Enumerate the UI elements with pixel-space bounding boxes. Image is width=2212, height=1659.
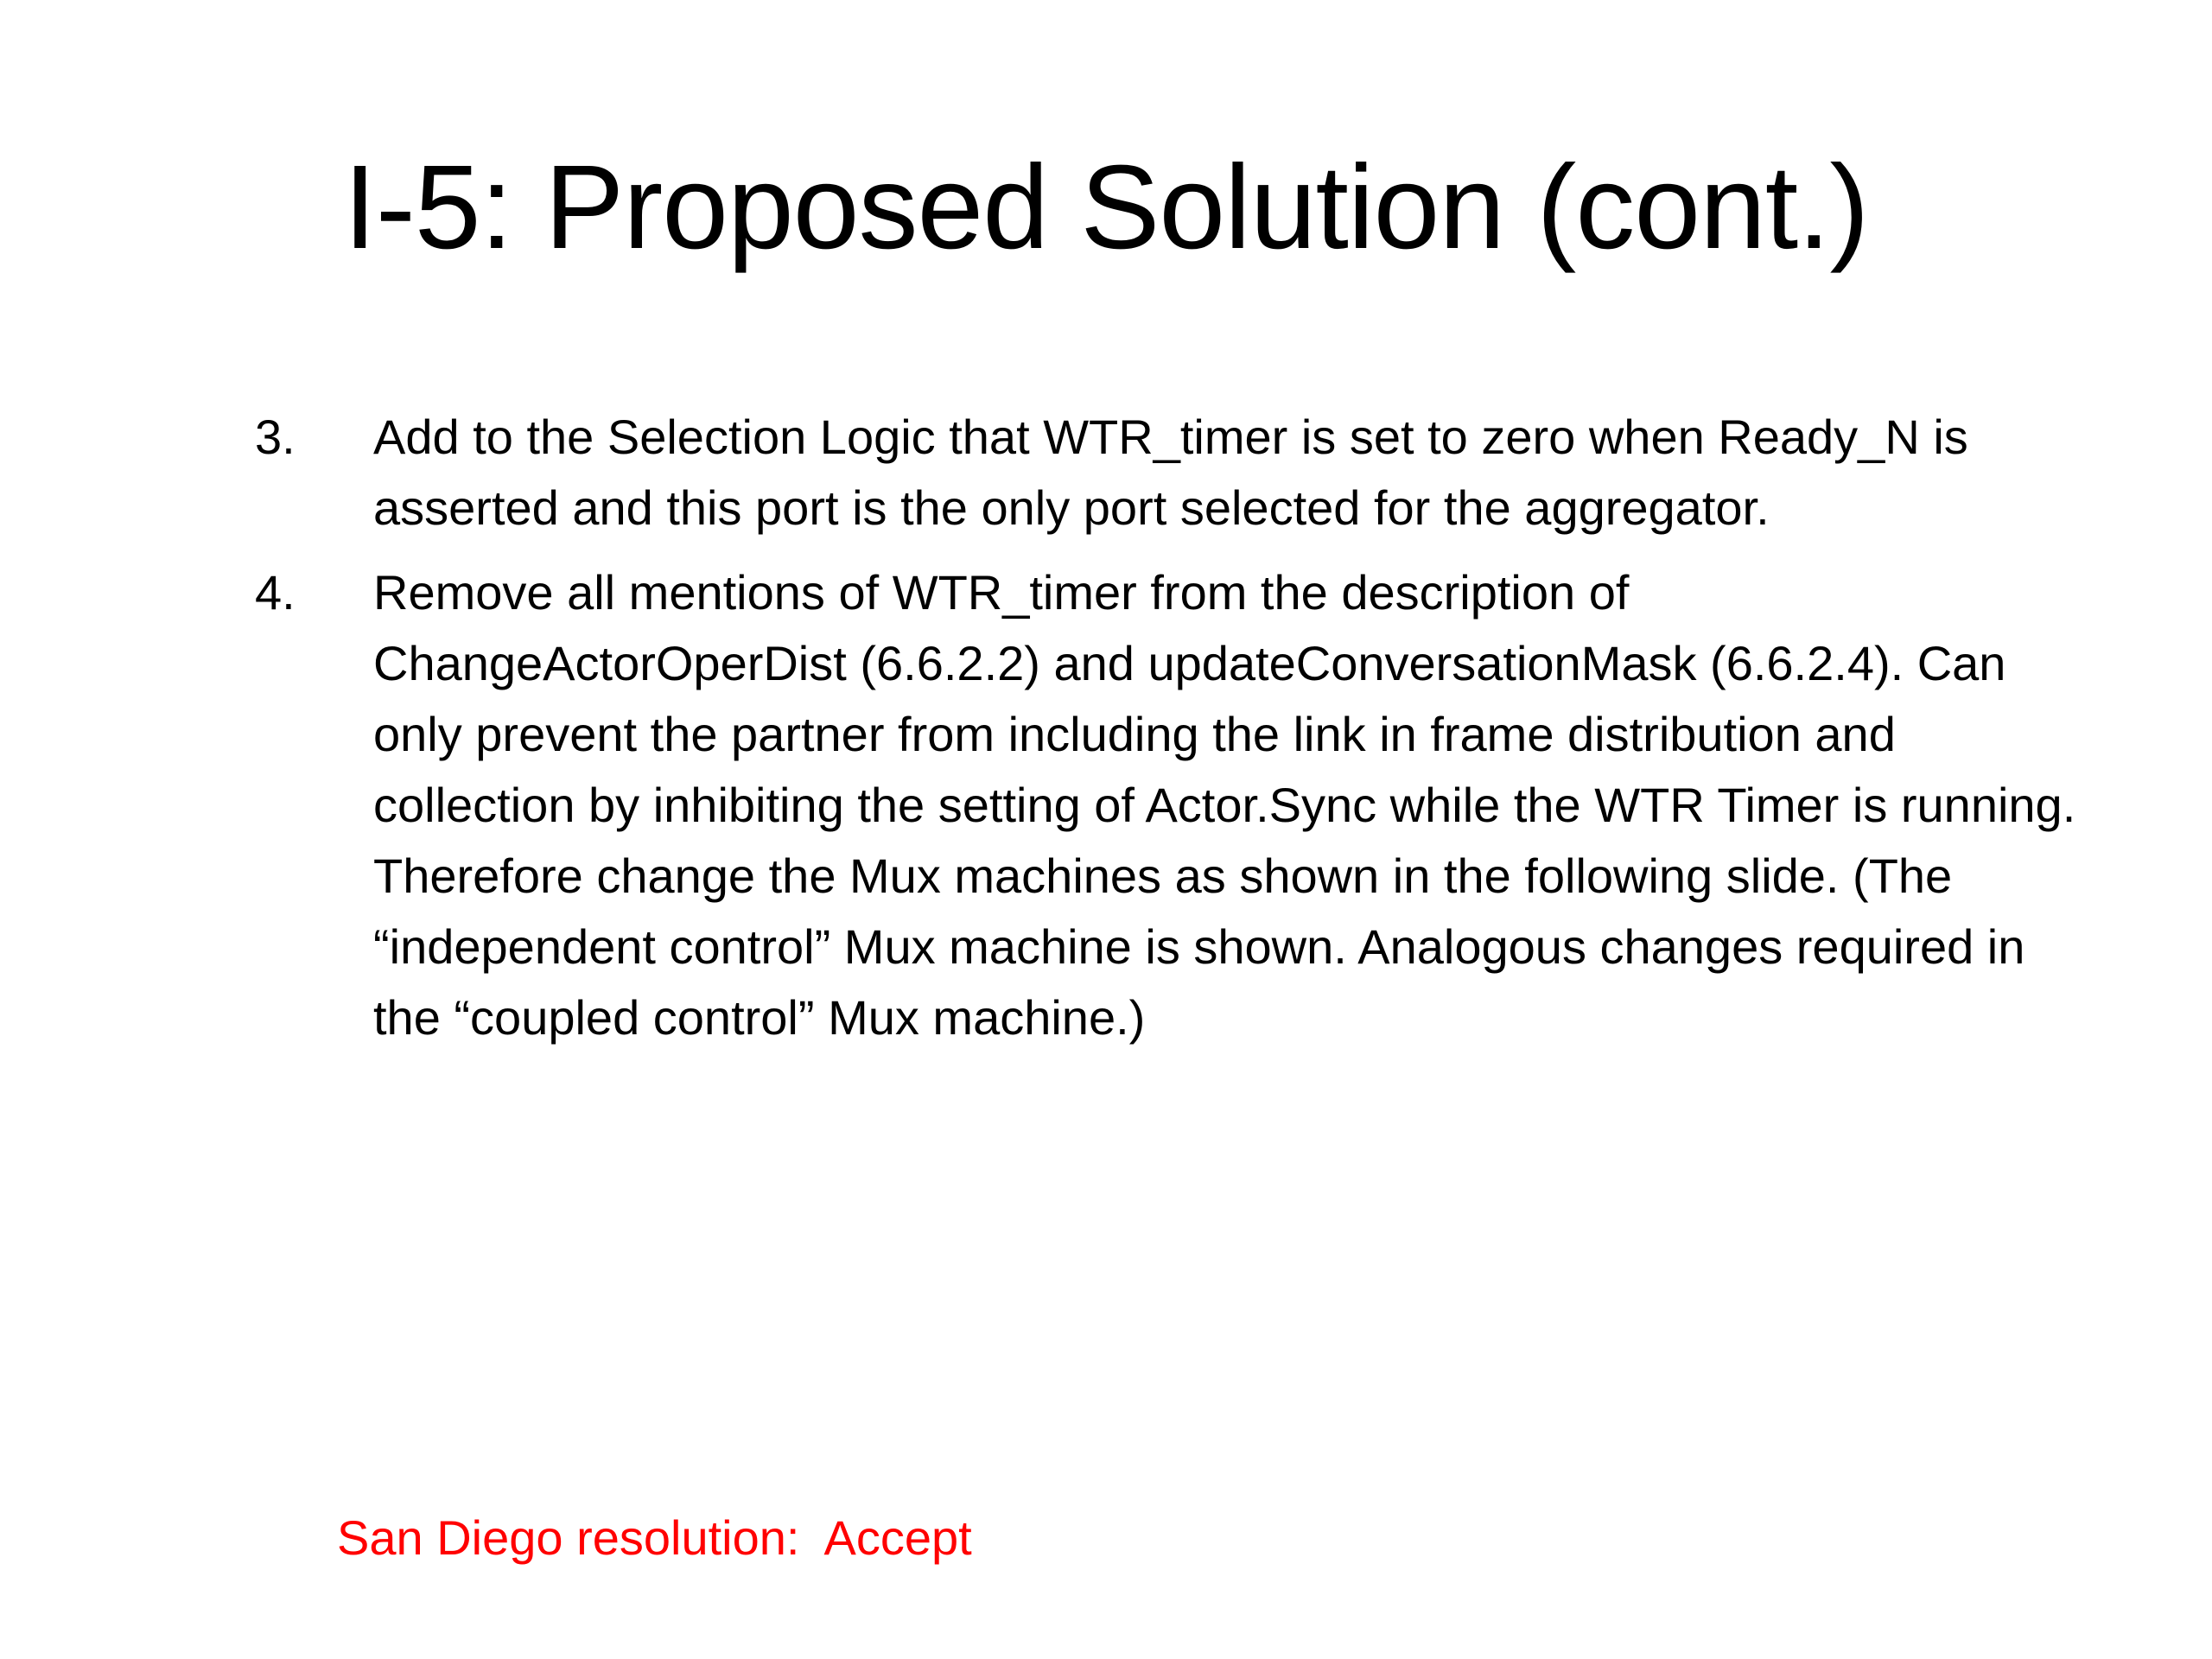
- resolution-note: San Diego resolution: Accept: [337, 1510, 972, 1565]
- list-item: [255, 402, 2104, 543]
- list-item-number: 3.: [255, 410, 296, 464]
- list-item: [255, 557, 2104, 1053]
- slide-title: I-5: Proposed Solution (cont.): [343, 141, 1869, 274]
- list-item-text: Remove all mentions of WTR_timer from the description of ChangeActorOperDist (6.6.2.2) and updateConversationMask (6.6.2.4). Can only prevent the partner from including the link in frame distribution and collection by inhibiting the setting of Actor.Sync while the WTR Timer is running. Therefore change the Mux machines as shown in the following slide. (The “independent control” Mux machine is shown. Analogous changes required in the “coupled control” Mux machine.): [373, 565, 2076, 1045]
- numbered-list: [255, 402, 2104, 1067]
- list-item-text: Add to the Selection Logic that WTR_timer is set to zero when Ready_N is asserted and this port is the only port selected for the aggregator.: [373, 410, 1968, 535]
- list-item-number: 4.: [255, 565, 296, 620]
